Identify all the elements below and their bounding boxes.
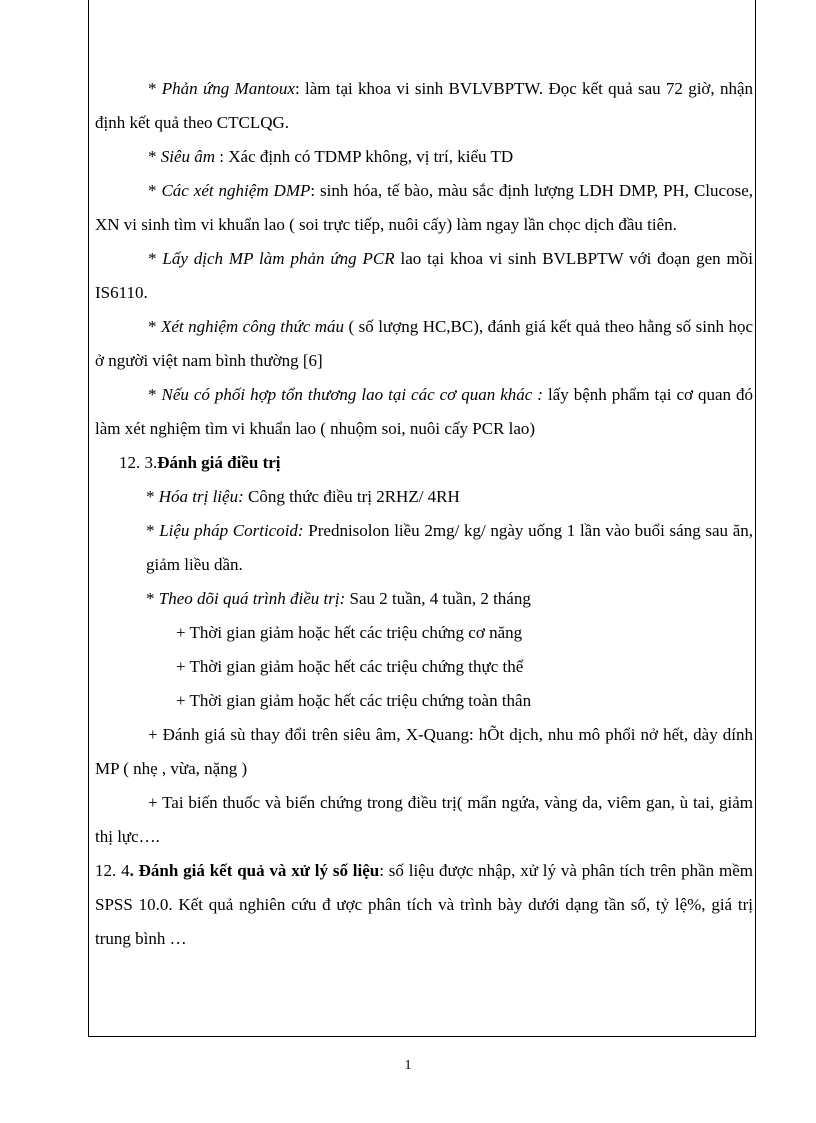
paragraph-dmp-tests: [95, 174, 753, 242]
section-heading-12-3: [95, 446, 753, 480]
chemo-label: Hóa trị liệu:: [158, 487, 244, 506]
chemo-text: Công thức điều trị 2RHZ/ 4RH: [243, 487, 460, 506]
mantoux-label: Phản ứng Mantoux: [161, 79, 295, 98]
monitoring-label: Theo dõi quá trình điều trị:: [158, 589, 346, 608]
other-organs-text: lấy bệnh phẩm tại cơ quan đó làm xét nghiệm tìm vi khuẩn lao ( nhuộm soi, nuôi cấy PCR lao): [95, 385, 753, 438]
paragraph-chemo: [95, 480, 753, 514]
section-heading-12-4: [95, 854, 753, 956]
bullet-marker: *: [148, 249, 163, 268]
monitoring-item: + Thời gian giảm hoặc hết các triệu chứng toàn thân: [176, 691, 532, 710]
page-number: 1: [404, 1058, 412, 1073]
ultrasound-label: Siêu âm: [160, 147, 216, 166]
bullet-marker: *: [148, 181, 162, 200]
paragraph-blood-test: [95, 310, 753, 378]
paragraph-other-organs: [95, 378, 753, 446]
section-text: : số liệu được nhập, xử lý và phân tích trên phần mềm SPSS 10.0. Kết quả nghiên cứu đ ược phân tích và trình bày dưới dạng tần số, tỷ lệ%, giá trị trung bình …: [95, 861, 753, 948]
paragraph-corticoid: [95, 514, 753, 582]
monitoring-text: Sau 2 tuần, 4 tuần, 2 tháng: [345, 589, 531, 608]
ultrasound-text: : Xác định có TDMP không, vị trí, kiểu TD: [215, 147, 514, 166]
corticoid-text: Prednisolon liều 2mg/ kg/ ngày uống 1 lần vào buổi sáng sau ăn, giảm liều dần.: [146, 521, 754, 574]
dmp-tests-text: : sinh hóa, tế bào, màu sắc định lượng LDH DMP, PH, Clucose, XN vi sinh tìm vi khuẩn lao ( soi trực tiếp, nuôi cấy) làm ngay lần chọc dịch đầu tiên.: [95, 181, 753, 234]
bullet-marker: *: [146, 521, 160, 540]
corticoid-label: Liệu pháp Corticoid:: [159, 521, 304, 540]
paragraph-side-effects: + Tai biến thuốc và biến chứng trong điều trị( mẩn ngứa, vàng da, viêm gan, ù tai, giảm thị lực….: [95, 793, 753, 846]
paragraph-ultrasound: [95, 140, 753, 174]
dmp-tests-label: Các xét nghiệm DMP: [161, 181, 311, 200]
section-number: 12. 3.: [119, 453, 158, 472]
bullet-marker: *: [146, 589, 159, 608]
other-organs-label: Nếu có phối hợp tổn thương lao tại các cơ quan khác :: [161, 385, 543, 404]
bullet-marker: *: [148, 385, 162, 404]
monitoring-item: + Thời gian giảm hoặc hết các triệu chứng cơ năng: [176, 623, 523, 642]
section-title: . Đánh giá kết quả và xử lý số liệu: [129, 861, 380, 880]
bullet-marker: *: [148, 147, 161, 166]
document-body: [95, 72, 753, 956]
bullet-marker: *: [148, 79, 162, 98]
bullet-marker: *: [148, 317, 161, 336]
paragraph-monitoring: [95, 582, 753, 616]
section-number: 12. 4: [95, 861, 130, 880]
paragraph-mantoux: [95, 72, 753, 140]
blood-test-label: Xét nghiệm công thức máu: [161, 317, 345, 336]
paragraph-pcr: [95, 242, 753, 310]
pcr-label: Lấy dịch MP làm phản ứng PCR: [162, 249, 395, 268]
blood-test-text: ( số lượng HC,BC), đánh giá kết quả theo hằng số sinh học ở người việt nam bình thường [6]: [95, 317, 754, 370]
section-title: Đánh giá điều trị: [157, 453, 281, 472]
bullet-marker: *: [146, 487, 159, 506]
mantoux-text: : làm tại khoa vi sinh BVLVBPTW. Đọc kết quả sau 72 giờ, nhận định kết quả theo CTCLQG.: [95, 79, 754, 132]
paragraph-ultrasound-change: + Đánh giá sù thay đổi trên siêu âm, X-Quang: hÕt dịch, nhu mô phổi nở hết, dày dính MP ( nhẹ , vừa, nặng ): [95, 725, 753, 778]
monitoring-item: + Thời gian giảm hoặc hết các triệu chứng thực thể: [176, 657, 524, 676]
pcr-text: lao tại khoa vi sinh BVLBPTW với đoạn gen mồi IS6110.: [95, 249, 753, 302]
